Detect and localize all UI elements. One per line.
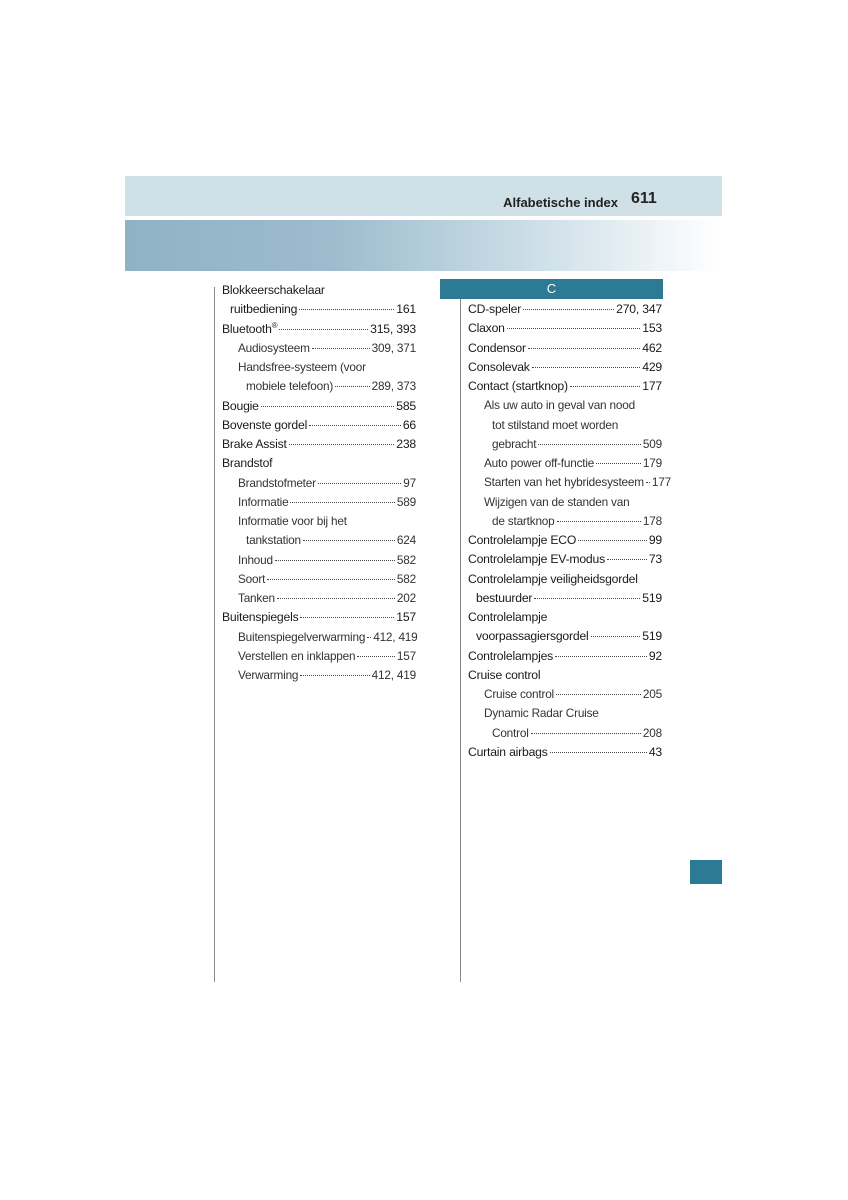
index-entry [222,358,416,377]
index-entry-page: 585 [396,398,416,413]
index-entry-page: 177 [642,379,662,393]
index-entry-term: Als uw auto in geval van nood [484,398,635,413]
index-entry [468,666,662,685]
index-entry-term: Informatie voor bij het [238,514,347,528]
dot-leader [312,348,370,349]
index-entry-page: 509 [642,436,662,451]
index-entry-page: 582 [396,571,416,586]
index-entry-term: Buitenspiegels [222,610,299,625]
index-entry-term: bestuurder [476,590,533,605]
index-entry [222,300,416,319]
index-entry-term: Controlelampje EV-modus [468,552,605,567]
index-entry-term: de startknop [492,513,555,528]
index-entry [468,704,662,723]
index-entry-term: Condensor [468,340,526,355]
index-entry [222,435,416,454]
dot-leader [357,656,395,657]
index-entry-page: 92 [648,648,662,663]
index-entry-term: Starten van het hybridesysteem [484,475,644,490]
dot-leader [303,540,395,541]
index-entry [222,666,416,685]
page-title: Alfabetische index [503,195,618,210]
index-entry [222,589,416,608]
index-entry-page: 589 [396,494,416,509]
index-entry-page: 519 [642,629,662,644]
dot-leader [532,367,641,368]
index-entry-term: tot stilstand moet worden [492,417,619,432]
index-entry [468,627,662,646]
index-entry-term: Controlelampjes [468,648,554,663]
dot-leader [367,637,371,638]
index-entry-term: Cruise control [484,687,554,701]
index-entry [468,647,662,666]
index-entry-term: Cruise control [468,667,541,682]
index-entry-term: Consolevak [468,359,530,374]
index-entry-term: Bougie [222,398,259,413]
index-entry-page: 519 [642,590,662,605]
index-entry [222,474,416,493]
dot-leader [523,309,614,310]
dot-leader [318,483,401,484]
index-entry-term: Auto power off-functie [484,456,595,470]
dot-leader [646,482,650,483]
index-entry [222,339,416,358]
dot-leader [300,675,369,676]
index-entry-term: Blokkeerschakelaar [222,283,325,297]
index-entry-term: Contact (startknop) [468,379,568,393]
index-entry-page: 43 [648,744,662,759]
index-entry [222,512,416,531]
index-entry-page: 412, 419 [371,668,416,682]
dot-leader [538,444,641,445]
index-entry-page: 315, 393 [370,321,416,336]
dot-leader [578,540,647,541]
index-entry-page: 582 [396,552,416,567]
index-entry-page: 157 [396,648,416,663]
index-entry [468,493,662,512]
header-gradient-band [125,220,722,271]
dot-leader [279,329,368,330]
index-entry-page: 412, 419 [373,629,418,644]
index-entry [468,339,662,358]
dot-leader [335,386,370,387]
dot-leader [555,656,647,657]
index-entry [468,608,662,627]
dot-leader [528,348,640,349]
index-entry-term: Verwarming [238,668,299,682]
index-entry-term: Handsfree-systeem (voor [238,360,366,374]
index-entry-term: Claxon [468,321,505,336]
index-entry [222,628,416,647]
index-entry [222,493,416,512]
dot-leader [591,636,641,637]
index-entry [468,473,671,492]
dot-leader [531,733,641,734]
index-entry-page: 238 [396,437,416,451]
index-column-right [468,300,671,762]
index-entry [468,512,662,531]
index-entry [222,281,416,300]
dot-leader [534,598,640,599]
index-entry-term: Soort [238,571,266,586]
index-entry [468,377,662,396]
index-entry-page: 205 [642,687,662,701]
index-entry-term: Inhoud [238,552,273,567]
dot-leader [607,559,647,560]
index-entry-term: Brandstof [222,456,273,471]
index-entry-page: 97 [403,475,416,490]
index-entry-term: Informatie [238,494,289,509]
index-entry [222,454,416,473]
index-entry-term: Brake Assist [222,437,287,451]
index-entry-term: Audiosysteem [238,340,310,355]
index-entry [222,551,416,570]
index-entry [222,397,416,416]
dot-leader [277,598,395,599]
index-entry [468,396,662,415]
index-entry-term: Controlelampje [468,610,548,624]
page-number: 611 [631,190,657,207]
dot-leader [300,617,394,618]
index-entry [222,570,416,589]
dot-leader [557,521,641,522]
column-divider-right [460,287,461,982]
index-entry-term: Controlelampje ECO [468,533,577,547]
index-entry [222,377,416,396]
index-entry [222,647,416,666]
index-entry [468,319,662,338]
index-entry-term: Control [492,725,529,740]
index-entry [468,724,662,743]
index-entry-page: 99 [648,533,662,547]
index-entry [222,320,416,339]
index-entry [468,454,662,473]
index-entry-term: Bluetooth® [222,320,278,336]
dot-leader [299,309,394,310]
dot-leader [290,502,394,503]
index-entry [468,300,662,319]
dot-leader [275,560,395,561]
section-letter-c: C [440,279,663,299]
index-entry [468,570,662,589]
index-entry-term: ruitbediening [230,302,298,317]
index-entry [222,608,416,627]
index-entry [468,685,662,704]
index-entry-page: 179 [642,456,662,470]
index-entry-term: tankstation [246,533,301,548]
index-entry-term: Brandstofmeter [238,475,316,490]
index-entry [222,416,416,435]
index-entry-term: Controlelampje veiligheidsgordel [468,571,638,586]
index-entry-page: 270, 347 [616,302,662,316]
index-entry-page: 624 [396,533,416,548]
index-entry [468,743,662,762]
index-entry-term: Dynamic Radar Cruise [484,706,599,721]
dot-leader [289,444,395,445]
index-entry-page: 309, 371 [371,340,416,355]
index-entry-page: 208 [642,725,662,740]
index-entry-page: 73 [648,552,662,567]
dot-leader [550,752,647,753]
dot-leader [267,579,395,580]
index-entry-term: Wijzigen van de standen van [484,494,630,509]
index-entry-page: 157 [396,610,416,625]
index-entry-term: Tanken [238,591,275,605]
index-entry-page: 429 [642,359,662,374]
index-entry-term: Verstellen en inklappen [238,648,356,663]
dot-leader [570,386,640,387]
index-entry-term: mobiele telefoon) [246,379,334,394]
dot-leader [596,463,641,464]
index-entry [222,531,416,550]
index-column-left [222,281,416,685]
dot-leader [507,328,641,329]
index-entry-page: 289, 373 [371,379,416,394]
dot-leader [309,425,401,426]
index-entry-term: Curtain airbags [468,744,548,759]
index-entry [468,416,662,435]
index-entry-term: Buitenspiegelverwarming [238,629,366,644]
index-entry [468,435,662,454]
index-entry [468,531,662,550]
index-entry-page: 66 [402,417,416,432]
index-entry-term: gebracht [492,436,537,451]
index-entry-page: 153 [642,321,662,336]
column-divider-left [214,287,215,982]
index-entry [468,550,662,569]
dot-leader [556,694,641,695]
section-tab-marker [690,860,722,884]
index-entry-term: Bovenste gordel [222,417,308,432]
index-entry-page: 178 [642,513,662,528]
index-entry-term: CD-speler [468,302,522,316]
index-entry [468,358,662,377]
index-entry-page: 202 [396,591,416,605]
index-entry-page: 177 [651,475,671,490]
registered-mark: ® [271,320,278,330]
index-entry-page: 462 [642,340,662,355]
index-entry [468,589,662,608]
index-entry-term: voorpassagiersgordel [476,629,589,644]
dot-leader [261,406,395,407]
index-entry-page: 161 [396,302,416,317]
